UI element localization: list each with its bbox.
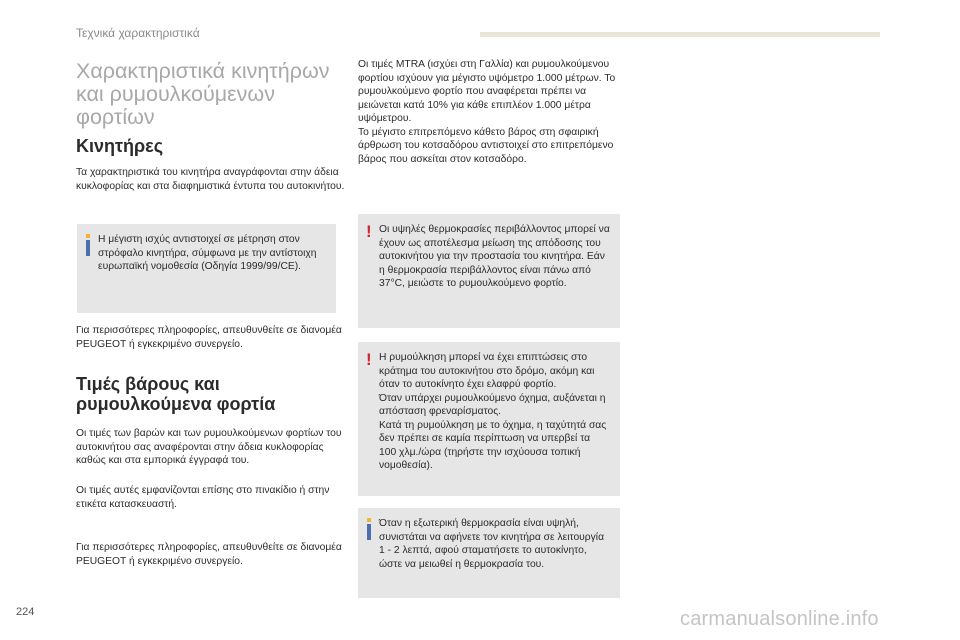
weights-more-info: Για περισσότερες πληροφορίες, απευθυνθείτε σε διανομέα PEUGEOT ή εγκεκριμένο συνεργείο. bbox=[76, 542, 342, 567]
info-icon bbox=[365, 518, 373, 540]
towing-warning-text: Η ρυμούλκηση μπορεί να έχει επιπτώσεις στο κράτημα του αυτοκινήτου στο δρόμο, ακόμη και όταν το αυτοκίνητο έχει ελαφρύ φορτίο. Όταν υπάρχει ρυμουλκούμενο όχημα, αυξάνεται η απόσταση φρεναρίσματος. Κατά τη ρυμούλκηση με το όχημα, η ταχύτητά σας δεν πρέπει σε καμία περίπτωση να υπερβεί τα 100 χλμ./ώρα (τηρήστε την ισχύουσα τοπική νομοθεσία). bbox=[379, 352, 607, 471]
page-title: Χαρακτηριστικά κινητήρων και ρυμουλκούμενων φορτίων bbox=[76, 59, 330, 129]
engines-more-info: Για περισσότερες πληροφορίες, απευθυνθείτε σε διανομέα PEUGEOT ή εγκεκριμένο συνεργείο. bbox=[76, 325, 342, 350]
watermark: carmanualsonline.info bbox=[680, 608, 879, 630]
hot-weather-info-text: Όταν η εξωτερική θερμοκρασία είναι υψηλή, συνιστάται να αφήνετε τον κινητήρα σε λειτουργία 1 - 2 λεπτά, αφού σταματήσετε το αυτοκίνητο, ώστε να μειωθεί η θερμοκρασία του. bbox=[379, 518, 605, 570]
info-icon bbox=[84, 234, 92, 256]
engines-intro: Τα χαρακτηριστικά του κινητήρα αναγράφονται στην άδεια κυκλοφορίας και στα διαφημιστικά έντυπα του αυτοκινήτου. bbox=[76, 167, 345, 192]
towing-warning-box bbox=[358, 342, 620, 496]
weights-plate-text: Οι τιμές αυτές εμφανίζονται επίσης στο πινακίδιο ή στην ετικέτα κατασκευαστή. bbox=[76, 485, 330, 510]
engines-heading: Κινητήρες bbox=[76, 136, 164, 156]
temperature-warning-box bbox=[358, 214, 620, 328]
temperature-warning-text: Οι υψηλές θερμοκρασίες περιβάλλοντος μπορεί να έχουν ως αποτέλεσμα μείωση της απόδοσης του αυτοκινήτου για την προστασία του κινητήρα. Εάν η θερμοκρασία περιβάλλοντος είναι πάνω από 37°C, μειώστε το ρυμουλκούμενο φορτίο. bbox=[379, 224, 610, 289]
mtra-text: Οι τιμές MTRA (ισχύει στη Γαλλία) και ρυμουλκούμενου φορτίου ισχύουν για μέγιστο υψόμετρο 1.000 μέτρων. Το ρυμουλκούμενο φορτίο που αναφέρεται πρέπει να μειώνεται κατά 10% για κάθε επιπλέον 1.000 μέτρα υψόμετρου. Το μέγιστο επιτρεπόμενο κάθετο βάρος στη σφαιρική άρθρωση του κοτσαδόρου αντιστοιχεί στο επιτρεπόμενο βάρος που ασκείται στον κοτσαδόρο. bbox=[358, 59, 616, 165]
weights-heading: Τιμές βάρους και ρυμουλκούμενα φορτία bbox=[76, 374, 276, 414]
engines-info-box bbox=[77, 224, 336, 313]
engines-info-text: Η μέγιστη ισχύς αντιστοιχεί σε μέτρηση στον στρόφαλο κινητήρα, σύμφωνα με την αντίστοιχη ευρωπαϊκή νομοθεσία (Οδηγία 1999/99/CE). bbox=[98, 234, 317, 272]
warning-icon: ! bbox=[366, 222, 372, 241]
warning-icon: ! bbox=[366, 350, 372, 369]
page-number: 224 bbox=[16, 606, 35, 618]
header-divider bbox=[480, 32, 880, 37]
weights-intro: Οι τιμές των βαρών και των ρυμουλκούμενων φορτίων του αυτοκινήτου σας αναφέρονται στην άδεια κυκλοφορίας καθώς και στα εμπορικά έγγραφά του. bbox=[76, 428, 342, 466]
section-header-title: Τεχνικά χαρακτηριστικά bbox=[76, 26, 200, 40]
hot-weather-info-box bbox=[358, 508, 620, 598]
